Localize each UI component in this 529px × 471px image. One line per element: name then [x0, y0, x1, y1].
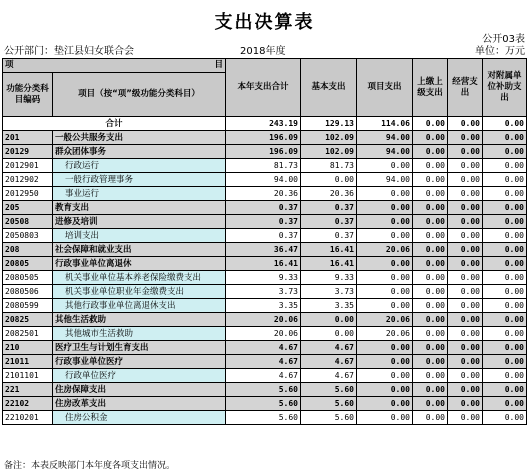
row-value: 0.00 — [448, 341, 483, 355]
row-value: 16.41 — [301, 243, 357, 257]
row-value: 0.00 — [448, 285, 483, 299]
row-value: 0.00 — [483, 229, 527, 243]
row-name — [53, 159, 226, 173]
row-value: 0.00 — [448, 383, 483, 397]
table-row — [3, 201, 527, 215]
col-header-code: 功能分类科目编码 — [3, 73, 53, 117]
table-row — [3, 313, 527, 327]
row-value: 0.00 — [483, 397, 527, 411]
row-value: 16.41 — [301, 257, 357, 271]
row-value: 0.00 — [357, 215, 413, 229]
row-value: 0.00 — [483, 145, 527, 159]
table-row — [3, 229, 527, 243]
row-name — [53, 173, 226, 187]
row-value: 0.00 — [483, 355, 527, 369]
row-name — [53, 145, 226, 159]
col-header-project: 项目支出 — [357, 59, 413, 117]
row-value: 0.00 — [413, 355, 448, 369]
row-code: 208 — [3, 243, 53, 257]
row-code: 2210201 — [3, 411, 53, 425]
table-row — [3, 187, 527, 201]
row-value: 0.00 — [413, 229, 448, 243]
row-value: 5.60 — [301, 383, 357, 397]
row-value: 0.00 — [483, 243, 527, 257]
row-value: 0.00 — [301, 313, 357, 327]
row-code: 21011 — [3, 355, 53, 369]
row-name — [53, 229, 226, 243]
row-value: 4.67 — [226, 341, 301, 355]
row-code: 2012950 — [3, 187, 53, 201]
row-value: 0.00 — [448, 229, 483, 243]
form-code: 公开03表 — [482, 34, 525, 45]
table-row — [3, 131, 527, 145]
row-name — [53, 201, 226, 215]
row-value: 0.00 — [413, 201, 448, 215]
row-value: 0.00 — [413, 299, 448, 313]
table-row — [3, 383, 527, 397]
row-name-text: 培训支出 — [65, 230, 100, 241]
table-row — [3, 173, 527, 187]
col-header-upper: 上缴上级支出 — [413, 59, 448, 117]
row-code: 2012901 — [3, 159, 53, 173]
row-name — [53, 369, 226, 383]
col-header-basic: 基本支出 — [301, 59, 357, 117]
row-name — [53, 271, 226, 285]
row-value: 0.00 — [483, 341, 527, 355]
row-value: 0.00 — [483, 215, 527, 229]
row-name-text: 住房改革支出 — [55, 398, 107, 409]
row-name — [53, 257, 226, 271]
row-code: 2012902 — [3, 173, 53, 187]
row-value: 0.00 — [448, 257, 483, 271]
row-value: 0.00 — [448, 215, 483, 229]
row-value: 0.00 — [448, 411, 483, 425]
row-name-text: 机关事业单位基本养老保险缴费支出 — [65, 272, 202, 283]
row-value: 0.00 — [448, 131, 483, 145]
row-value: 3.73 — [301, 285, 357, 299]
row-name — [53, 285, 226, 299]
row-value: 0.00 — [483, 299, 527, 313]
row-name-text: 群众团体事务 — [55, 146, 107, 157]
row-name — [53, 411, 226, 425]
row-value: 0.00 — [448, 145, 483, 159]
table-row — [3, 355, 527, 369]
row-value: 0.00 — [413, 131, 448, 145]
row-value: 9.33 — [301, 271, 357, 285]
row-value: 0.00 — [357, 187, 413, 201]
expenditure-table — [2, 58, 527, 425]
row-value: 0.00 — [413, 187, 448, 201]
row-value: 20.36 — [226, 187, 301, 201]
row-value: 0.00 — [483, 313, 527, 327]
row-value: 0.00 — [448, 159, 483, 173]
row-value: 9.33 — [226, 271, 301, 285]
row-code: 2080505 — [3, 271, 53, 285]
row-value: 81.73 — [226, 159, 301, 173]
row-value: 4.67 — [226, 355, 301, 369]
row-value: 0.00 — [448, 369, 483, 383]
row-name — [53, 327, 226, 341]
row-value: 4.67 — [226, 369, 301, 383]
row-value: 0.00 — [357, 201, 413, 215]
col-header-subsidy: 对附属单位补助支出 — [483, 59, 527, 117]
row-value: 0.00 — [448, 201, 483, 215]
total-value: 114.06 — [357, 117, 413, 131]
row-value: 0.00 — [413, 313, 448, 327]
row-value: 102.09 — [301, 131, 357, 145]
row-code: 2080506 — [3, 285, 53, 299]
row-value: 0.00 — [413, 327, 448, 341]
row-value: 0.00 — [483, 257, 527, 271]
row-value: 196.09 — [226, 131, 301, 145]
row-name — [53, 313, 226, 327]
col-header-name: 项目（按“项”级功能分类科目） — [53, 73, 226, 117]
report-meta — [4, 42, 525, 56]
col-header-total: 本年支出合计 — [226, 59, 301, 117]
header-item-right: 目 — [53, 59, 226, 73]
row-code: 2101101 — [3, 369, 53, 383]
row-value: 0.00 — [448, 299, 483, 313]
row-value: 0.00 — [483, 187, 527, 201]
year-label: 2018年度 — [240, 46, 286, 57]
row-code: 20129 — [3, 145, 53, 159]
row-value: 0.00 — [448, 243, 483, 257]
row-value: 0.00 — [357, 341, 413, 355]
row-value: 0.00 — [413, 257, 448, 271]
row-value: 0.00 — [483, 271, 527, 285]
table-row — [3, 159, 527, 173]
row-value: 0.37 — [226, 201, 301, 215]
row-value: 5.60 — [301, 411, 357, 425]
total-value: 0.00 — [448, 117, 483, 131]
department-label: 公开部门：垫江县妇女联合会 — [4, 46, 134, 57]
row-value: 0.00 — [413, 145, 448, 159]
row-name — [53, 341, 226, 355]
row-value: 94.00 — [357, 145, 413, 159]
table-row — [3, 397, 527, 411]
row-name-text: 行政单位医疗 — [65, 370, 117, 381]
row-code: 2050803 — [3, 229, 53, 243]
table-row — [3, 327, 527, 341]
row-name-text: 行政事业单位医疗 — [55, 356, 124, 367]
row-value: 0.00 — [357, 299, 413, 313]
row-value: 94.00 — [226, 173, 301, 187]
table-row — [3, 369, 527, 383]
total-value: 0.00 — [483, 117, 527, 131]
row-value: 0.00 — [413, 411, 448, 425]
row-value: 0.00 — [483, 285, 527, 299]
row-name — [53, 187, 226, 201]
row-name-text: 一般行政管理事务 — [65, 174, 134, 185]
row-value: 3.73 — [226, 285, 301, 299]
row-value: 0.00 — [448, 397, 483, 411]
row-value: 5.60 — [226, 383, 301, 397]
row-name-text: 教育支出 — [55, 202, 90, 213]
row-value: 94.00 — [357, 173, 413, 187]
row-value: 0.00 — [413, 383, 448, 397]
row-name-text: 其他城市生活救助 — [65, 328, 134, 339]
row-name — [53, 243, 226, 257]
row-value: 0.00 — [413, 215, 448, 229]
row-code: 210 — [3, 341, 53, 355]
row-code: 2080599 — [3, 299, 53, 313]
row-value: 0.00 — [413, 173, 448, 187]
row-value: 0.00 — [357, 271, 413, 285]
row-value: 0.00 — [357, 397, 413, 411]
row-name-text: 机关事业单位职业年金缴费支出 — [65, 286, 185, 297]
row-value: 0.00 — [301, 327, 357, 341]
table-row — [3, 257, 527, 271]
row-name — [53, 299, 226, 313]
row-code: 2082501 — [3, 327, 53, 341]
row-value: 5.60 — [301, 397, 357, 411]
row-value: 0.00 — [413, 397, 448, 411]
row-value: 20.06 — [226, 313, 301, 327]
row-value: 0.00 — [413, 341, 448, 355]
row-name-text: 住房公积金 — [65, 412, 108, 423]
table-row — [3, 145, 527, 159]
row-code: 201 — [3, 131, 53, 145]
row-name-text: 行政运行 — [65, 160, 100, 171]
row-name-text: 住房保障支出 — [55, 384, 107, 395]
total-value: 129.13 — [301, 117, 357, 131]
row-value: 4.67 — [301, 341, 357, 355]
row-name-text: 社会保障和就业支出 — [55, 244, 132, 255]
row-value: 196.09 — [226, 145, 301, 159]
row-name-text: 行政事业单位离退休 — [55, 258, 132, 269]
row-value: 20.06 — [226, 327, 301, 341]
row-value: 0.00 — [413, 285, 448, 299]
row-value: 0.00 — [357, 159, 413, 173]
row-value: 0.00 — [483, 131, 527, 145]
row-value: 3.35 — [226, 299, 301, 313]
footnote: 备注：本表反映部门本年度各项支出情况。 — [4, 461, 176, 471]
row-name-text: 医疗卫生与计划生育支出 — [55, 342, 149, 353]
row-value: 20.06 — [357, 313, 413, 327]
row-value: 0.00 — [483, 173, 527, 187]
table-row — [3, 411, 527, 425]
row-value: 3.35 — [301, 299, 357, 313]
row-value: 5.60 — [226, 411, 301, 425]
col-header-operation: 经营支出 — [448, 59, 483, 117]
row-value: 20.36 — [301, 187, 357, 201]
row-name — [53, 383, 226, 397]
row-value: 0.00 — [483, 369, 527, 383]
table-row — [3, 243, 527, 257]
table-row — [3, 299, 527, 313]
row-value: 0.00 — [483, 201, 527, 215]
table-row — [3, 271, 527, 285]
row-code: 205 — [3, 201, 53, 215]
row-value: 0.00 — [357, 285, 413, 299]
row-value: 0.00 — [483, 411, 527, 425]
row-value: 20.06 — [357, 327, 413, 341]
header-item: 项 — [3, 59, 53, 73]
row-value: 0.00 — [413, 271, 448, 285]
row-value: 0.37 — [301, 201, 357, 215]
row-value: 0.00 — [357, 355, 413, 369]
row-value: 0.00 — [301, 173, 357, 187]
row-value: 0.00 — [483, 327, 527, 341]
row-name-text: 其他生活救助 — [55, 314, 107, 325]
row-value: 0.00 — [448, 271, 483, 285]
row-name-text: 一般公共服务支出 — [55, 132, 124, 143]
row-value: 0.00 — [357, 229, 413, 243]
row-value: 0.37 — [301, 215, 357, 229]
total-row — [3, 117, 527, 131]
total-value: 0.00 — [413, 117, 448, 131]
row-code: 20825 — [3, 313, 53, 327]
row-name — [53, 355, 226, 369]
table-row — [3, 341, 527, 355]
row-value: 0.00 — [448, 313, 483, 327]
row-value: 0.37 — [226, 215, 301, 229]
row-value: 16.41 — [226, 257, 301, 271]
row-value: 0.00 — [357, 257, 413, 271]
row-value: 0.00 — [357, 369, 413, 383]
row-value: 0.00 — [448, 173, 483, 187]
report-title: 支出决算表 — [214, 12, 315, 33]
unit-label: 单位：万元 — [475, 46, 525, 57]
row-value: 0.00 — [413, 243, 448, 257]
row-value: 0.00 — [483, 159, 527, 173]
row-value: 4.67 — [301, 355, 357, 369]
row-name-text: 进修及培训 — [55, 216, 98, 227]
row-value: 94.00 — [357, 131, 413, 145]
row-name — [53, 131, 226, 145]
row-value: 102.09 — [301, 145, 357, 159]
row-name — [53, 397, 226, 411]
row-code: 221 — [3, 383, 53, 397]
total-value: 243.19 — [226, 117, 301, 131]
row-value: 0.37 — [301, 229, 357, 243]
row-value: 0.00 — [448, 327, 483, 341]
row-value: 0.00 — [413, 369, 448, 383]
row-value: 4.67 — [301, 369, 357, 383]
row-value: 0.00 — [357, 411, 413, 425]
row-value: 36.47 — [226, 243, 301, 257]
row-code: 20508 — [3, 215, 53, 229]
row-value: 20.06 — [357, 243, 413, 257]
table-body — [3, 117, 527, 425]
table-row — [3, 215, 527, 229]
table-row — [3, 285, 527, 299]
row-code: 22102 — [3, 397, 53, 411]
row-value: 0.00 — [448, 355, 483, 369]
row-value: 5.60 — [226, 397, 301, 411]
row-value: 0.37 — [226, 229, 301, 243]
row-value: 0.00 — [413, 159, 448, 173]
row-value: 0.00 — [448, 187, 483, 201]
row-value: 81.73 — [301, 159, 357, 173]
row-name-text: 事业运行 — [65, 188, 100, 199]
row-code: 20805 — [3, 257, 53, 271]
row-value: 0.00 — [357, 383, 413, 397]
row-name-text: 其他行政事业单位离退休支出 — [65, 300, 176, 311]
row-name — [53, 215, 226, 229]
row-value: 0.00 — [483, 383, 527, 397]
total-label: 合计 — [3, 117, 226, 131]
